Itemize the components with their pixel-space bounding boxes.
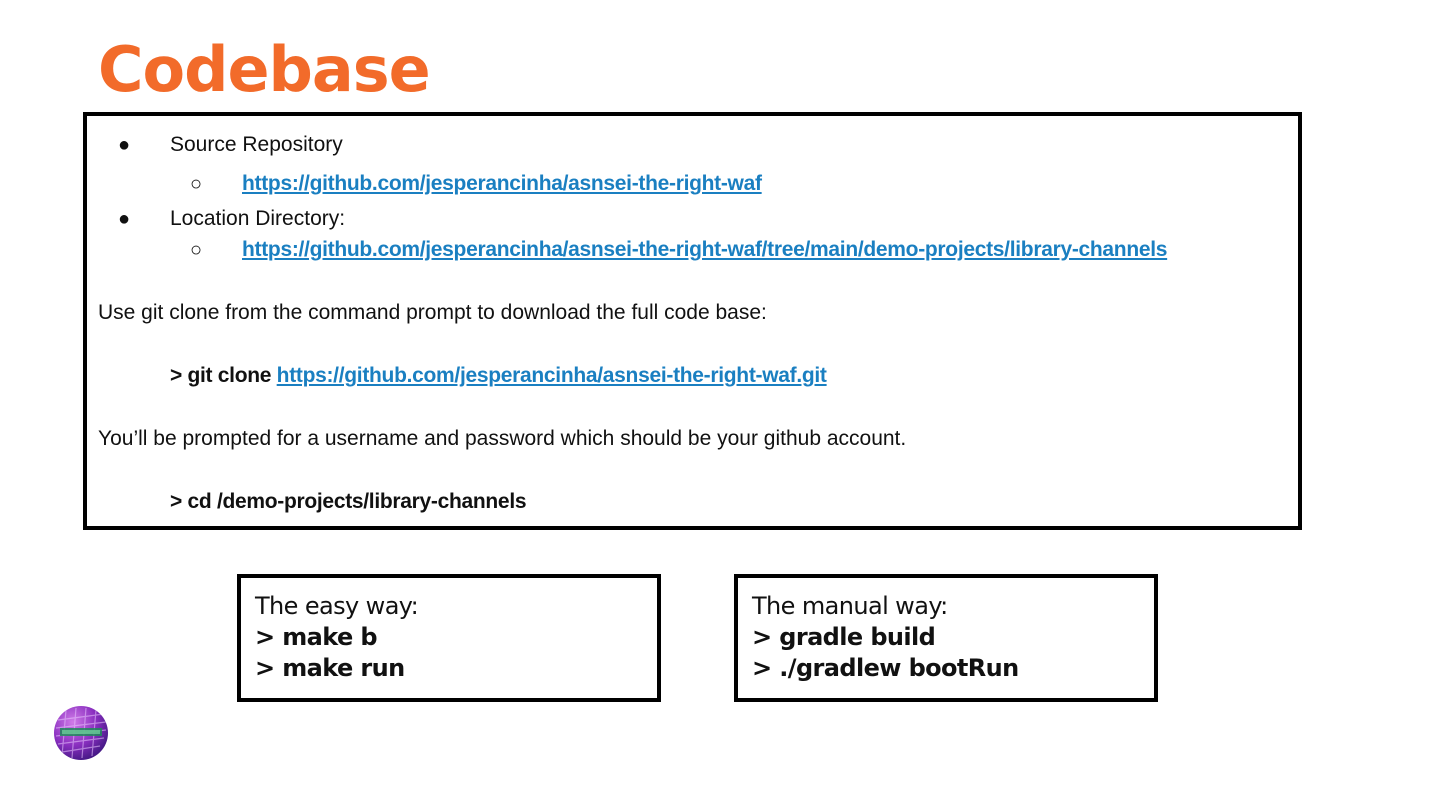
easy-way-command: > make run — [255, 654, 405, 682]
location-directory-link[interactable]: https://github.com/jesperancinha/asnsei-the-right-waf/tree/main/demo-projects/library-channels — [242, 238, 1168, 261]
source-repository-link[interactable]: https://github.com/jesperancinha/asnsei-the-right-waf — [242, 172, 762, 195]
location-directory-label: Location Directory: — [170, 207, 346, 230]
logo-graphic — [54, 706, 108, 760]
bullet-hollow-icon: ○ — [190, 239, 203, 261]
easy-way-command: > make b — [255, 623, 377, 651]
git-clone-prefix: > git clone — [170, 364, 277, 387]
manual-way-box — [734, 574, 1158, 702]
source-repository-label: Source Repository — [170, 133, 343, 156]
manual-way-heading: The manual way: — [752, 592, 948, 620]
asnsei-logo-icon — [54, 706, 108, 760]
bullet-filled-icon: ● — [118, 134, 131, 156]
easy-way-box — [237, 574, 661, 702]
prompt-note: You’ll be prompted for a username and password which should be your github account. — [98, 427, 907, 450]
manual-way-command: > gradle build — [752, 623, 936, 651]
bullet-hollow-icon: ○ — [190, 173, 203, 195]
git-clone-command — [170, 363, 827, 389]
git-clone-link[interactable]: https://github.com/jesperancinha/asnsei-the-right-waf.git — [276, 364, 827, 387]
easy-way-heading: The easy way: — [255, 592, 419, 620]
slide-title: Codebase — [98, 33, 430, 106]
bullet-filled-icon: ● — [118, 208, 131, 230]
manual-way-command: > ./gradlew bootRun — [752, 654, 1019, 682]
cd-command: > cd /demo-projects/library-channels — [170, 490, 527, 513]
clone-instruction: Use git clone from the command prompt to download the full code base: — [98, 301, 767, 324]
